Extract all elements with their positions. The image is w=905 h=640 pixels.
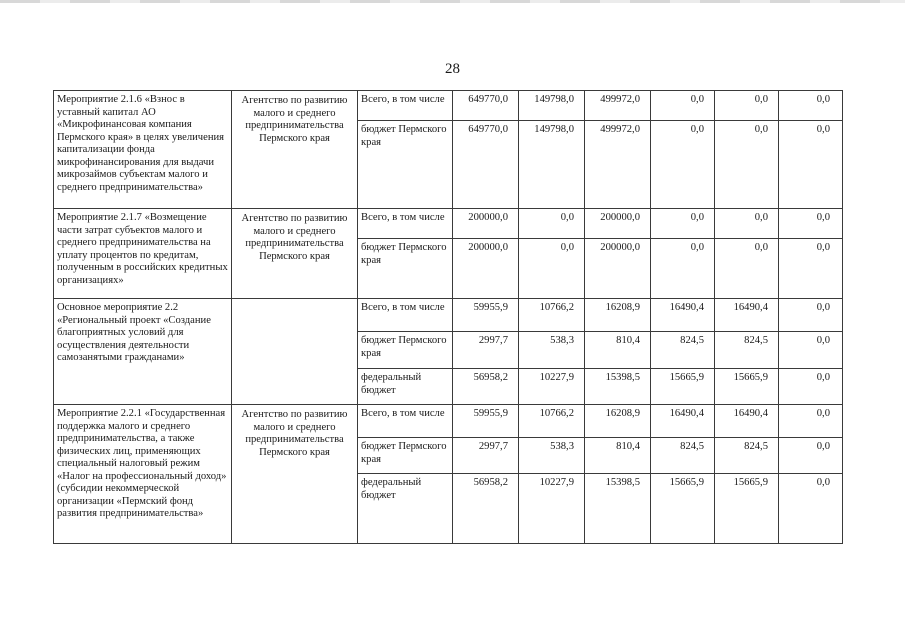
amount-cell: 0,0 [519,239,585,299]
amount-cell: 0,0 [779,474,843,544]
amount-cell: 200000,0 [453,209,519,239]
funding-source: бюджет Пермского края [358,121,453,209]
responsible-executor [232,299,358,405]
funding-source: бюджет Пермского края [358,239,453,299]
amount-cell: 499972,0 [585,121,651,209]
amount-cell: 59955,9 [453,299,519,332]
amount-cell: 56958,2 [453,369,519,405]
amount-cell: 15398,5 [585,474,651,544]
amount-cell: 649770,0 [453,121,519,209]
amount-cell: 200000,0 [453,239,519,299]
amount-cell: 0,0 [715,209,779,239]
amount-cell: 0,0 [779,405,843,438]
amount-cell: 16490,4 [651,405,715,438]
amount-cell: 15665,9 [651,369,715,405]
amount-cell: 10766,2 [519,405,585,438]
amount-cell: 16208,9 [585,405,651,438]
amount-cell: 15665,9 [715,474,779,544]
amount-cell: 0,0 [779,91,843,121]
amount-cell: 0,0 [519,209,585,239]
amount-cell: 0,0 [715,239,779,299]
amount-cell: 824,5 [651,438,715,474]
measure-description: Основное мероприятие 2.2 «Региональный проект «Создание благоприятных условий для осуществления деятельности самозанятыми гражданами» [54,299,232,405]
funding-source: бюджет Пермского края [358,438,453,474]
amount-cell: 16208,9 [585,299,651,332]
funding-source: федеральный бюджет [358,369,453,405]
amount-cell: 56958,2 [453,474,519,544]
amount-cell: 810,4 [585,332,651,369]
amount-cell: 200000,0 [585,239,651,299]
budget-table [53,90,843,544]
measure-description: Мероприятие 2.1.7 «Возмещение части затрат субъектов малого и среднего предпринимательства на уплату процентов по кредитам, полученным в российских кредитных организациях» [54,209,232,299]
amount-cell: 649770,0 [453,91,519,121]
amount-cell: 538,3 [519,438,585,474]
amount-cell: 149798,0 [519,121,585,209]
amount-cell: 0,0 [651,239,715,299]
amount-cell: 16490,4 [715,299,779,332]
amount-cell: 0,0 [715,121,779,209]
funding-source: Всего, в том числе [358,91,453,121]
amount-cell: 2997,7 [453,332,519,369]
amount-cell: 499972,0 [585,91,651,121]
amount-cell: 15398,5 [585,369,651,405]
amount-cell: 0,0 [779,299,843,332]
amount-cell: 2997,7 [453,438,519,474]
funding-source: Всего, в том числе [358,209,453,239]
funding-source: федеральный бюджет [358,474,453,544]
amount-cell: 0,0 [779,121,843,209]
amount-cell: 10227,9 [519,369,585,405]
responsible-executor: Агентство по развитию малого и среднего предпринимательства Пермского края [232,405,358,544]
amount-cell: 824,5 [651,332,715,369]
amount-cell: 810,4 [585,438,651,474]
amount-cell: 15665,9 [715,369,779,405]
amount-cell: 59955,9 [453,405,519,438]
amount-cell: 538,3 [519,332,585,369]
amount-cell: 824,5 [715,332,779,369]
amount-cell: 0,0 [651,91,715,121]
amount-cell: 0,0 [651,121,715,209]
table-row [54,405,843,438]
measure-description: Мероприятие 2.2.1 «Государственная поддержка малого и среднего предпринимательства, а также физических лиц, применяющих специальный налоговый режим «Налог на профессиональный доход» (субсидии некоммерческой организации «Пермский фонд развития предпринимательства» [54,405,232,544]
table-row [54,299,843,332]
responsible-executor: Агентство по развитию малого и среднего предпринимательства Пермского края [232,209,358,299]
amount-cell: 16490,4 [715,405,779,438]
amount-cell: 149798,0 [519,91,585,121]
measure-description: Мероприятие 2.1.6 «Взнос в уставный капитал АО «Микрофинансовая компания Пермского края» в целях увеличения капитализации фонда микрофинансирования для выдачи микрозаймов субъектам малого и среднего предпринимательства» [54,91,232,209]
amount-cell: 0,0 [715,91,779,121]
scan-edge [0,0,905,3]
amount-cell: 200000,0 [585,209,651,239]
amount-cell: 16490,4 [651,299,715,332]
funding-source: Всего, в том числе [358,405,453,438]
amount-cell: 0,0 [779,239,843,299]
page-number: 28 [445,61,460,77]
responsible-executor: Агентство по развитию малого и среднего предпринимательства Пермского края [232,91,358,209]
amount-cell: 15665,9 [651,474,715,544]
amount-cell: 0,0 [779,209,843,239]
funding-source: бюджет Пермского края [358,332,453,369]
table-row [54,209,843,239]
amount-cell: 824,5 [715,438,779,474]
table-row [54,91,843,121]
amount-cell: 0,0 [779,332,843,369]
amount-cell: 10766,2 [519,299,585,332]
amount-cell: 0,0 [779,369,843,405]
amount-cell: 10227,9 [519,474,585,544]
amount-cell: 0,0 [651,209,715,239]
amount-cell: 0,0 [779,438,843,474]
funding-source: Всего, в том числе [358,299,453,332]
